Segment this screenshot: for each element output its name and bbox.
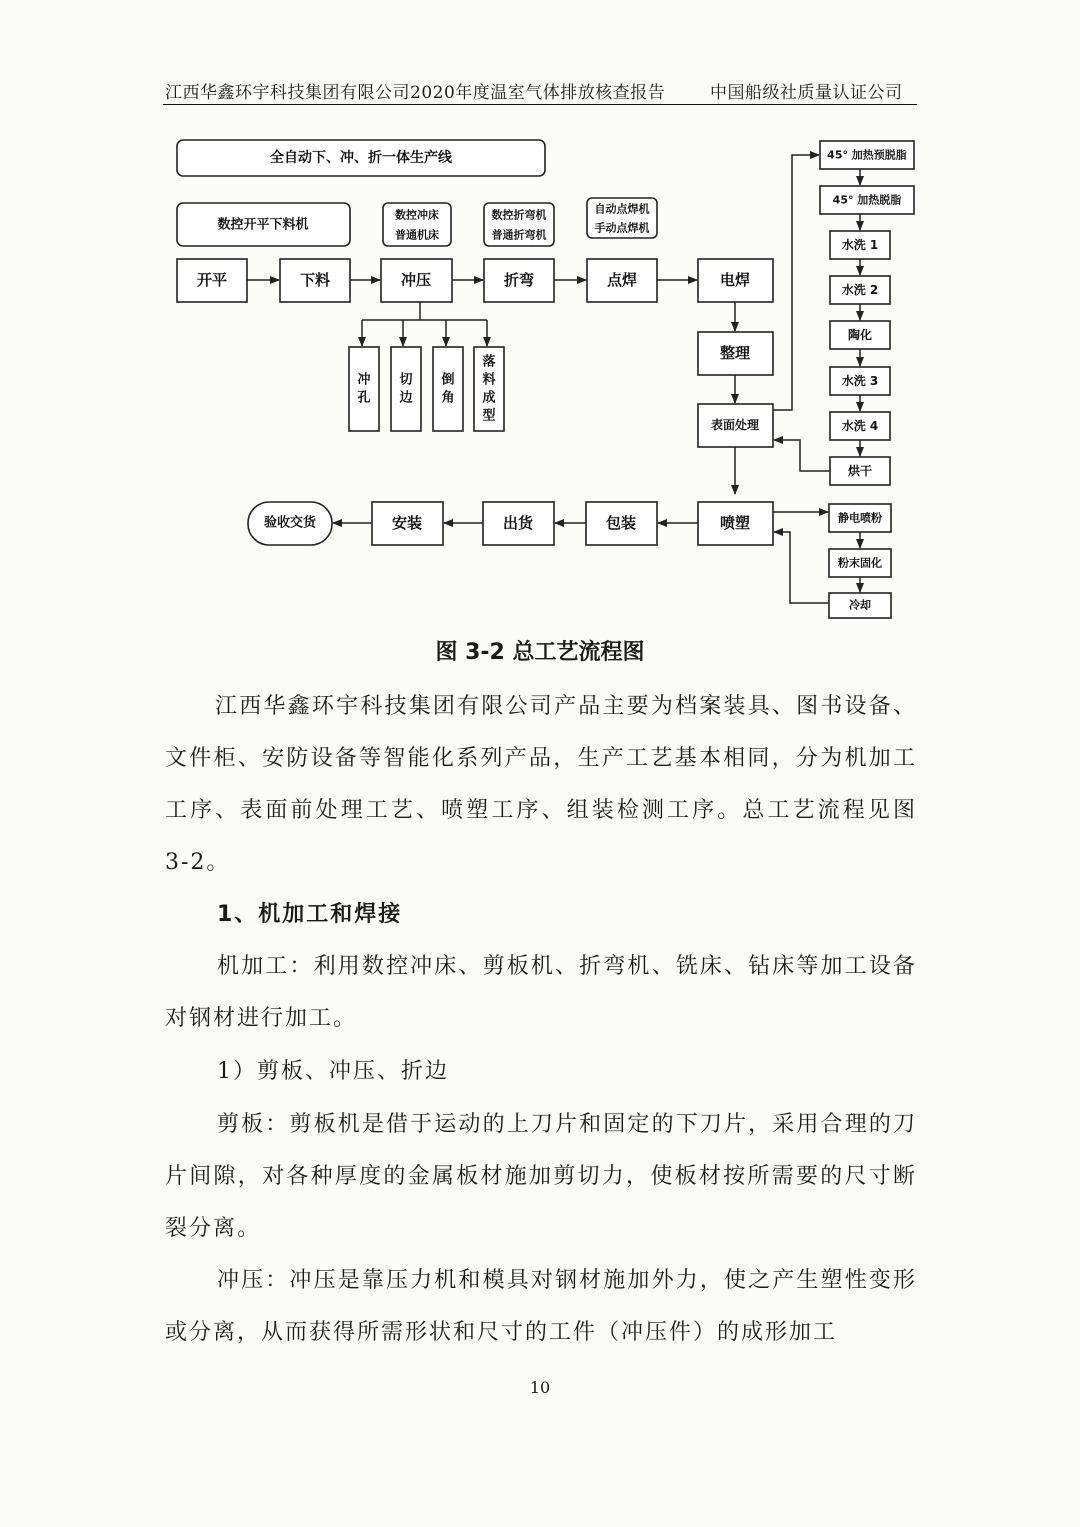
svg-text:烘干: 烘干 [847, 464, 873, 478]
stamp-sub-luoliao [474, 347, 504, 431]
svg-text:自动点焊机: 自动点焊机 [594, 202, 650, 216]
node-pensu [698, 502, 773, 545]
surface-step-preheat [820, 141, 914, 169]
svg-text:粉末固化: 粉末固化 [838, 556, 882, 570]
subsection-heading: 1）剪板、冲压、折边 [217, 1059, 449, 1084]
node-chuhuo [483, 502, 554, 545]
svg-text:水洗 2: 水洗 2 [841, 283, 879, 297]
node-zhewan [484, 259, 554, 302]
svg-text:整理: 整理 [719, 344, 751, 362]
node-chongya [381, 259, 452, 302]
svg-text:点焊: 点焊 [606, 271, 638, 289]
svg-text:倒: 倒 [441, 372, 455, 388]
svg-text:喷塑: 喷塑 [719, 514, 751, 532]
surface-step-wash1 [830, 231, 890, 259]
svg-text:包装: 包装 [605, 514, 637, 532]
stamp-sub-daojiao [433, 347, 463, 431]
svg-text:冲压: 冲压 [400, 271, 432, 289]
body-paragraph-stamping: 冲压：冲压是靠压力机和模具对钢材施加外力，使之产生塑性变形或分离，从而获得所需形状和尺寸的工件（冲压件）的成形加工 [165, 1268, 917, 1345]
svg-text:成: 成 [482, 390, 496, 406]
node-dianhan2 [698, 259, 773, 302]
surface-step-ceramic [830, 321, 890, 349]
leveling-machine-box [177, 203, 350, 246]
svg-text:开平: 开平 [196, 271, 228, 289]
node-xialiao [280, 259, 350, 302]
punch-equipment-box [383, 203, 451, 246]
node-baozhuang [586, 502, 657, 545]
svg-text:水洗 1: 水洗 1 [841, 238, 879, 252]
svg-text:数控折弯机: 数控折弯机 [491, 208, 547, 222]
banner-box [177, 140, 545, 176]
svg-text:孔: 孔 [357, 390, 371, 406]
svg-text:切: 切 [399, 372, 413, 388]
svg-text:水洗 4: 水洗 4 [841, 419, 879, 433]
svg-text:数控冲床: 数控冲床 [395, 208, 439, 222]
body-paragraph-intro: 江西华鑫环宇科技集团有限公司产品主要为档案装具、图书设备、文件柜、安防设备等智能化系列产品，生产工艺基本相同，分为机加工工序、表面前处理工艺、喷塑工序、组装检测工序。总工艺流程见图 3-2。 [165, 694, 917, 875]
svg-text:陶化: 陶化 [847, 328, 873, 342]
svg-text:出货: 出货 [502, 514, 534, 532]
svg-text:数控开平下料机: 数控开平下料机 [217, 217, 309, 233]
surface-step-wash2 [830, 276, 890, 304]
node-kaiping [177, 259, 247, 302]
spray-step-powder [829, 504, 891, 532]
svg-text:普通机床: 普通机床 [395, 228, 439, 242]
body-paragraph-machining: 机加工：利用数控冲床、剪板机、折弯机、铣床、钻床等加工设备对钢材进行加工。 [165, 954, 917, 1031]
svg-text:静电喷粉: 静电喷粉 [838, 511, 882, 525]
node-zhengli [698, 332, 773, 375]
svg-text:电焊: 电焊 [719, 271, 751, 289]
spray-step-cool [829, 593, 891, 618]
surface-step-dry [830, 457, 890, 485]
node-yanshou [248, 502, 332, 545]
svg-text:45° 加热脱脂: 45° 加热脱脂 [832, 193, 902, 207]
stamp-sub-qiebian [391, 347, 421, 431]
process-flowchart [0, 0, 1080, 630]
svg-text:下料: 下料 [299, 271, 331, 289]
surface-step-degrease [820, 186, 914, 214]
svg-text:边: 边 [399, 390, 413, 406]
svg-text:折弯: 折弯 [503, 271, 535, 289]
surface-step-wash4 [830, 412, 890, 440]
node-biaomian [698, 404, 773, 447]
svg-text:型: 型 [482, 408, 496, 424]
svg-text:冲: 冲 [357, 372, 371, 388]
figure-caption: 图 3-2 总工艺流程图 [435, 640, 645, 665]
svg-text:水洗 3: 水洗 3 [841, 374, 879, 388]
svg-text:手动点焊机: 手动点焊机 [594, 221, 650, 235]
svg-text:安装: 安装 [391, 514, 423, 532]
svg-text:全自动下、冲、折一体生产线: 全自动下、冲、折一体生产线 [270, 150, 452, 166]
node-dianhan [587, 259, 657, 302]
surface-step-wash3 [830, 367, 890, 395]
spot-weld-equipment-box [587, 198, 657, 238]
header-right: 中国船级社质量认证公司 [710, 83, 903, 103]
svg-text:角: 角 [441, 390, 455, 406]
svg-text:落: 落 [482, 354, 496, 370]
svg-text:普通折弯机: 普通折弯机 [491, 228, 547, 242]
svg-text:料: 料 [482, 372, 496, 388]
section-heading: 1、机加工和焊接 [217, 902, 403, 927]
stamp-sub-chongkong [349, 347, 379, 431]
svg-text:冷却: 冷却 [849, 598, 871, 612]
svg-text:45° 加热预脱脂: 45° 加热预脱脂 [827, 148, 907, 162]
svg-text:表面处理: 表面处理 [710, 418, 760, 432]
body-paragraph-shearing: 剪板：剪板机是借于运动的上刀片和固定的下刀片，采用合理的刀片间隙，对各种厚度的金属板材施加剪切力，使板材按所需要的尺寸断裂分离。 [165, 1112, 917, 1241]
node-anzhuang [372, 502, 443, 545]
page-number: 10 [529, 1378, 551, 1397]
svg-text:验收交货: 验收交货 [263, 515, 317, 531]
header-left: 江西华鑫环宇科技集团有限公司2020年度温室气体排放核查报告 [165, 83, 666, 103]
bend-equipment-box [484, 203, 554, 246]
spray-step-cure [829, 549, 891, 577]
